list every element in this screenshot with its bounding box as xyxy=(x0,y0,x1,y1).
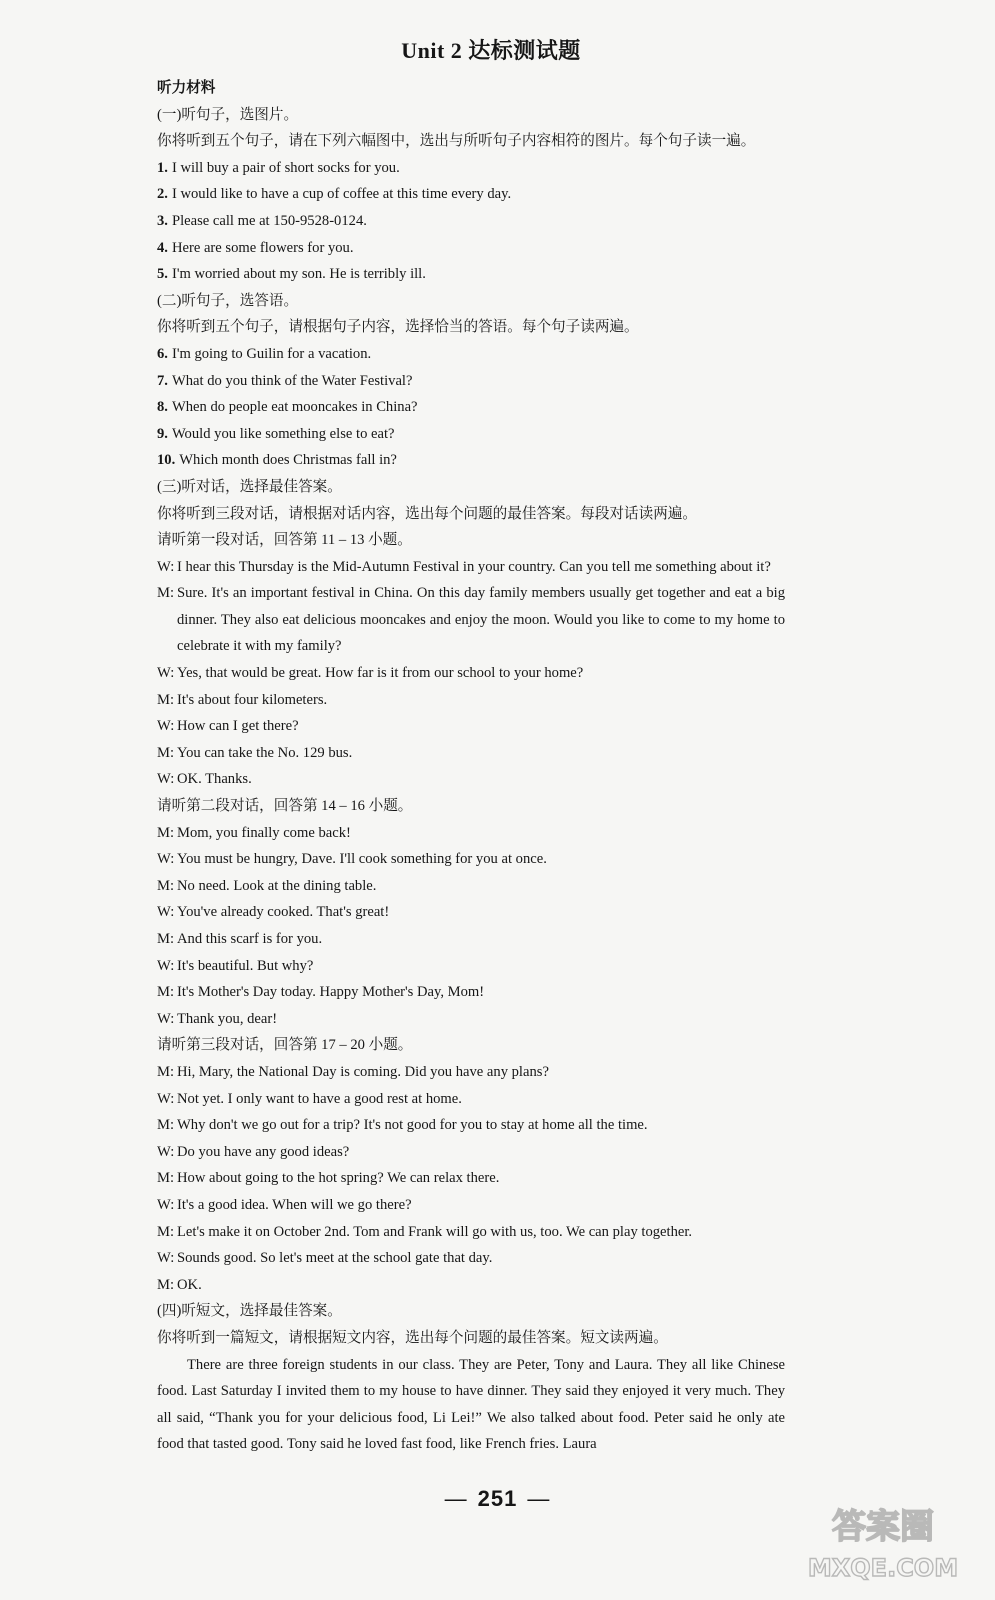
dialog-2 xyxy=(157,820,785,1033)
dialog-line: W: OK. Thanks. xyxy=(157,771,252,788)
dialog-1 xyxy=(157,554,785,793)
list-item: 7. What do you think of the Water Festival? xyxy=(157,372,413,389)
section-3-label: (三)听对话，选择最佳答案。 xyxy=(157,478,342,495)
dialog-line: M: Sure. It's an important festival in China. On this day family members usually get together and eat a big dinner. They also eat delicious mooncakes and enjoy the moon. Would you like to come to my home to celebrate it with my family? xyxy=(157,585,785,655)
dialog-line: M: You can take the No. 129 bus. xyxy=(157,744,353,761)
section-2-label: (二)听句子，选答语。 xyxy=(157,292,299,309)
dialog-line: W: Sounds good. So let's meet at the school gate that day. xyxy=(157,1250,493,1267)
section-1-label: (一)听句子，选图片。 xyxy=(157,106,299,123)
dialog-line: M: Mom, you finally come back! xyxy=(157,824,351,841)
list-item: 8. When do people eat mooncakes in China? xyxy=(157,399,418,416)
list-item: 3. Please call me at 150-9528-0124. xyxy=(157,212,367,229)
dialog-line: M: It's Mother's Day today. Happy Mother's Day, Mom! xyxy=(157,984,485,1001)
page-number: — 251 — xyxy=(444,1486,551,1511)
watermark-top-text: 答案圈 xyxy=(832,1507,934,1547)
listening-passage: There are three foreign students in our class. They are Peter, Tony and Laura. They all like Chinese food. Last Saturday I invited them to my house to have dinner. They said they enjoyed it very much. They all said, “Thank you for your delicious food, Li Lei!” We also talked about food. Peter said he only ate food that tasted good. Tony said he loved fast food, like French fries. Laura xyxy=(157,1356,785,1453)
dialog-line: W: Yes, that would be great. How far is it from our school to your home? xyxy=(157,665,584,682)
dialog-1-intro: 请听第一段对话，回答第 11 – 13 小题。 xyxy=(157,532,412,549)
dialog-line: W: Do you have any good ideas? xyxy=(157,1143,350,1160)
list-item: 4. Here are some flowers for you. xyxy=(157,239,354,256)
material-heading: 听力材料 xyxy=(157,80,216,96)
section-3-instruction: 你将听到三段对话，请根据对话内容，选出每个问题的最佳答案。每段对话读两遍。 xyxy=(157,505,697,522)
list-item: 5. I'm worried about my son. He is terribly ill. xyxy=(157,266,426,283)
watermark-bottom-text: MXQE.COM xyxy=(807,1554,959,1582)
dialog-line: M: Hi, Mary, the National Day is coming. Did you have any plans? xyxy=(157,1063,549,1080)
dialog-line: W: You've already cooked. That's great! xyxy=(157,904,390,921)
dialog-line: W: Not yet. I only want to have a good rest at home. xyxy=(157,1090,462,1107)
list-item: 9. Would you like something else to eat? xyxy=(157,425,395,442)
dialog-line: W: Thank you, dear! xyxy=(157,1010,278,1027)
dialog-line: M: It's about four kilometers. xyxy=(157,691,328,708)
dialog-line: M: No need. Look at the dining table. xyxy=(157,877,377,894)
dialog-line: W: I hear this Thursday is the Mid-Autumn Festival in your country. Can you tell me something about it? xyxy=(157,558,771,575)
watermark-logo xyxy=(791,1490,981,1586)
dialog-2-intro: 请听第二段对话，回答第 14 – 16 小题。 xyxy=(157,798,413,815)
section-4-instruction: 你将听到一篇短文，请根据短文内容，选出每个问题的最佳答案。短文读两遍。 xyxy=(157,1329,668,1346)
dialog-3 xyxy=(157,1059,785,1298)
list-item: 2. I would like to have a cup of coffee at this time every day. xyxy=(157,186,512,203)
page-title: Unit 2 达标测试题 xyxy=(401,38,581,63)
dialog-line: W: You must be hungry, Dave. I'll cook something for you at once. xyxy=(157,851,547,868)
dialog-line: M: OK. xyxy=(157,1276,202,1293)
dialog-line: M: Why don't we go out for a trip? It's not good for you to stay at home all the time. xyxy=(157,1117,648,1134)
section-1-items xyxy=(157,155,785,288)
dialog-line: W: It's beautiful. But why? xyxy=(157,957,314,974)
dialog-line: M: And this scarf is for you. xyxy=(157,931,323,947)
list-item: 10. Which month does Christmas fall in? xyxy=(157,452,397,469)
dialog-line: M: Let's make it on October 2nd. Tom and Frank will go with us, too. We can play together. xyxy=(157,1223,693,1240)
section-1-instruction: 你将听到五个句子，请在下列六幅图中，选出与所听句子内容相符的图片。每个句子读一遍。 xyxy=(157,133,756,150)
dialog-line: W: It's a good idea. When will we go there? xyxy=(157,1196,412,1213)
section-2-instruction: 你将听到五个句子，请根据句子内容，选择恰当的答语。每个句子读两遍。 xyxy=(157,319,639,336)
dialog-line: W: How can I get there? xyxy=(157,718,299,735)
list-item: 6. I'm going to Guilin for a vacation. xyxy=(157,345,372,362)
dialog-line: M: How about going to the hot spring? We can relax there. xyxy=(157,1170,500,1187)
list-item: 1. I will buy a pair of short socks for you. xyxy=(157,159,400,176)
section-2-items xyxy=(157,341,785,474)
dialog-3-intro: 请听第三段对话，回答第 17 – 20 小题。 xyxy=(157,1037,413,1054)
section-4-label: (四)听短文，选择最佳答案。 xyxy=(157,1303,342,1320)
